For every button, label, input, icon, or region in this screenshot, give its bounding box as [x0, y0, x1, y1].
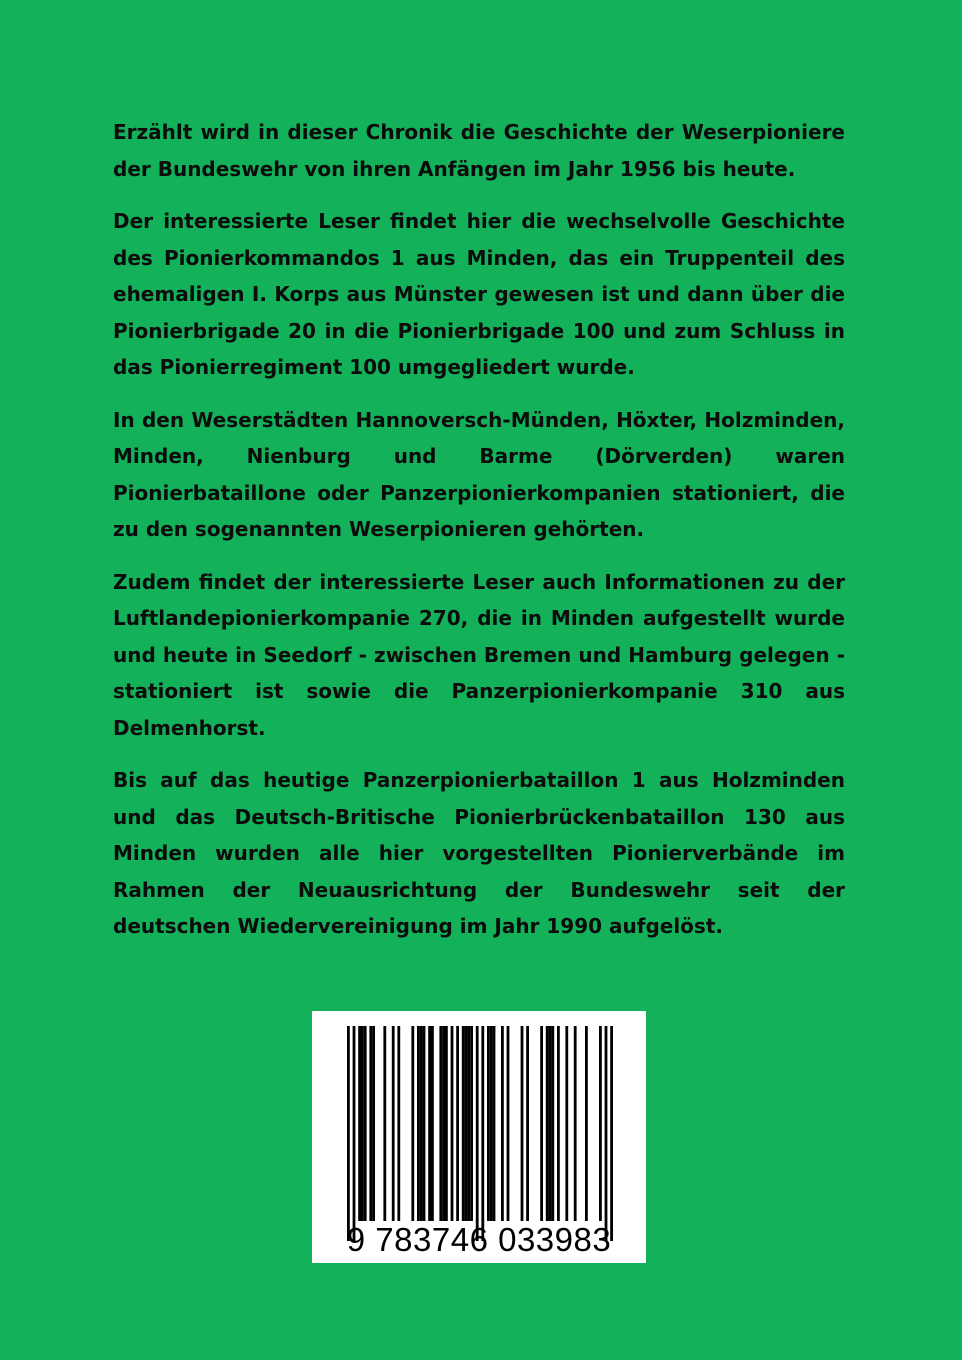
barcode-bar	[361, 1026, 364, 1221]
barcode-bar	[372, 1026, 375, 1221]
barcode-bar	[417, 1026, 420, 1221]
barcode-bar	[456, 1026, 459, 1221]
barcode-bar	[565, 1026, 568, 1221]
barcode-bar	[521, 1026, 524, 1221]
barcode-bar	[599, 1026, 602, 1221]
barcode-bar	[470, 1026, 473, 1221]
barcode-bar	[605, 1026, 608, 1241]
barcode-bar	[507, 1026, 510, 1221]
paragraph-luftlande: Zudem findet der interessierte Leser auch Informationen zu der Luftlandepionierkompanie 270, die in Minden aufgestellt wurde und heute in Seedorf - zwischen Bremen und Hamburg gelegen - stationiert ist sowie die Panzerpionierkompanie 310 aus Delmenhorst.	[113, 569, 845, 740]
barcode-bar	[549, 1026, 552, 1221]
barcode-digits: 9 783746 033983	[346, 1221, 612, 1258]
barcode-bar	[557, 1026, 560, 1221]
barcode-bar	[585, 1026, 588, 1221]
barcode-bar	[487, 1026, 490, 1221]
barcode-bar	[574, 1026, 577, 1221]
barcode-bar	[462, 1026, 465, 1221]
barcode-bar	[442, 1026, 445, 1221]
barcode-bar	[493, 1026, 496, 1221]
blurb-text	[113, 114, 845, 961]
barcode-bar	[397, 1026, 400, 1221]
barcode-bar	[431, 1026, 434, 1221]
barcode-bar	[451, 1026, 454, 1221]
barcode-bar	[490, 1026, 493, 1221]
barcode-bar	[364, 1026, 367, 1221]
paragraph-pionierkommando: Der interessierte Leser findet hier die wechselvolle Geschichte des Pionierkommandos 1 aus Minden, das ein Truppenteil des ehemaligen I. Korps aus Münster gewesen ist und dann über die Pionierbrigade 20 in die Pionierbrigade 100 und zum Schluss in das Pionierregiment 100 umgegliedert wurde.	[113, 209, 845, 379]
paragraph-weserstaedte: In den Weserstädten Hannoversch-Münden, Höxter, Holzminden, Minden, Nienburg und Barme (Dörverden) waren Pionierbataillone oder Panzerpionierkompanien stationiert, die zu den sogenannten Weserpionieren gehörten.	[113, 407, 845, 541]
barcode-bar	[358, 1026, 361, 1221]
barcode-bar	[467, 1026, 470, 1221]
barcode-bar	[610, 1026, 613, 1241]
barcode-bar	[465, 1026, 468, 1221]
barcode-bar	[445, 1026, 448, 1221]
paragraph-aufloesung: Bis auf das heutige Panzerpionierbataillon 1 aus Holzminden und das Deutsch-Britische Pionierbrückenbataillon 130 aus Minden wurden alle hier vorgestellten Pionierverbände im Rahmen der Neuausrichtung der Bundeswehr seit der deutschen Wiedervereinigung im Jahr 1990 aufgelöst.	[113, 768, 845, 938]
isbn-barcode	[312, 1011, 646, 1263]
barcode-bar	[392, 1026, 395, 1221]
barcode-bar	[423, 1026, 426, 1221]
barcode-bar	[526, 1026, 529, 1221]
barcode-bar	[481, 1026, 484, 1241]
barcode-bar	[411, 1026, 414, 1221]
barcode-bar	[551, 1026, 554, 1221]
barcode-bar	[347, 1026, 350, 1241]
paragraph-intro: Erzählt wird in dieser Chronik die Geschichte der Weserpioniere der Bundeswehr von ihren Anfängen im Jahr 1956 bis heute.	[113, 120, 845, 181]
barcode-bar	[540, 1026, 543, 1221]
barcode-bar	[546, 1026, 549, 1221]
barcode-bar	[501, 1026, 504, 1221]
barcode-bar	[383, 1026, 386, 1221]
barcode-bar	[439, 1026, 442, 1221]
barcode-bar	[353, 1026, 356, 1241]
barcode-bar	[476, 1026, 479, 1241]
barcode-bar	[420, 1026, 423, 1221]
barcode-bar	[428, 1026, 431, 1221]
barcode-bar	[369, 1026, 372, 1221]
